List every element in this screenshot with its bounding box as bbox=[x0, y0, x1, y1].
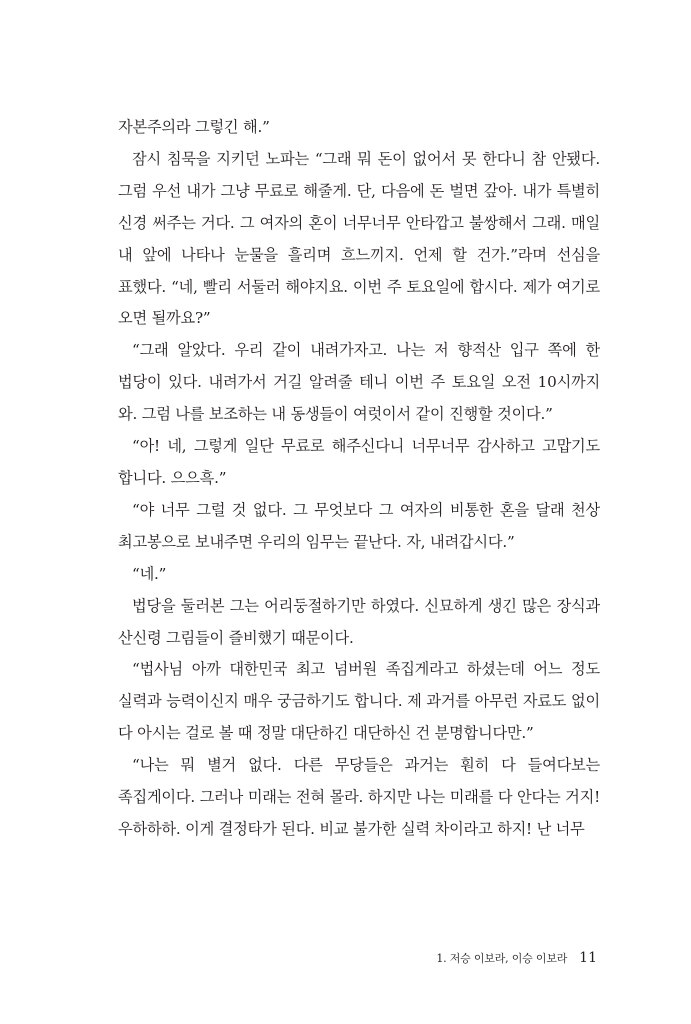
paragraph: “법사님 아까 대한민국 최고 넘버원 족집게라고 하셨는데 어느 정도 실력과 능력이신지 매우 궁금하기도 합니다. 제 과거를 아무런 자료도 없이 다 아시는 걸로 볼 때 정말 대단하긴 대단하신 건 분명합니다만.” bbox=[118, 660, 600, 743]
paragraph-continuation: 자본주의라 그렇긴 해.” bbox=[118, 118, 270, 136]
paragraph: “네.” bbox=[132, 564, 167, 583]
running-chapter-title: 1. 저승 이보라, 이승 이보라 bbox=[436, 952, 568, 965]
page-footer bbox=[300, 950, 597, 967]
paragraph: “그래 알았다. 우리 같이 내려가자고. 나는 저 향적산 입구 쪽에 한 법당이 있다. 내려가서 거길 알려줄 테니 이번 주 토요일 오전 10시까지 와. 그럼 나를 보조하는 내 동생들이 여럿이서 같이 진행할 것이다.” bbox=[118, 341, 600, 424]
paragraph: 법당을 둘러본 그는 어리둥절하기만 하였다. 신묘하게 생긴 많은 장식과 산신령 그림들이 즐비했기 때문이다. bbox=[118, 596, 600, 647]
paragraph: 잠시 침묵을 지키던 노파는 “그래 뭐 돈이 없어서 못 한다니 참 안됐다. 그럼 우선 내가 그냥 무료로 해줄게. 단, 다음에 돈 벌면 갚아. 내가 특별히 신경 써주는 거다. 그 여자의 혼이 너무너무 안타깝고 불쌍해서 그래. 매일 내 앞에 나타나 눈물을 흘리며 흐느끼지. 언제 할 건가.”라며 선심을 표했다. “네, 빨리 서둘러 해야지요. 이번 주 토요일에 합시다. 제가 여기로 오면 될까요?” bbox=[118, 149, 600, 328]
paragraph: “아! 네, 그렇게 일단 무료로 해주신다니 너무너무 감사하고 고맙기도 합니다. 으으흑.” bbox=[118, 437, 600, 487]
paragraph: “나는 뭐 별거 없다. 다른 무당들은 과거는 훤히 다 들여다보는 족집게이다. 그러나 미래는 전혀 몰라. 하지만 나는 미래를 다 안다는 거지! 우하하하. 이게 결정타가 된다. 비교 불가한 실력 차이라고 하지! 난 너무 bbox=[118, 756, 600, 838]
page-number: 11 bbox=[579, 950, 597, 966]
paragraph: “야 너무 그럴 것 없다. 그 무엇보다 그 여자의 비통한 혼을 달래 천상 최고봉으로 보내주면 우리의 임무는 끝난다. 자, 내려갑시다.” bbox=[118, 500, 600, 551]
page-body bbox=[118, 112, 600, 846]
